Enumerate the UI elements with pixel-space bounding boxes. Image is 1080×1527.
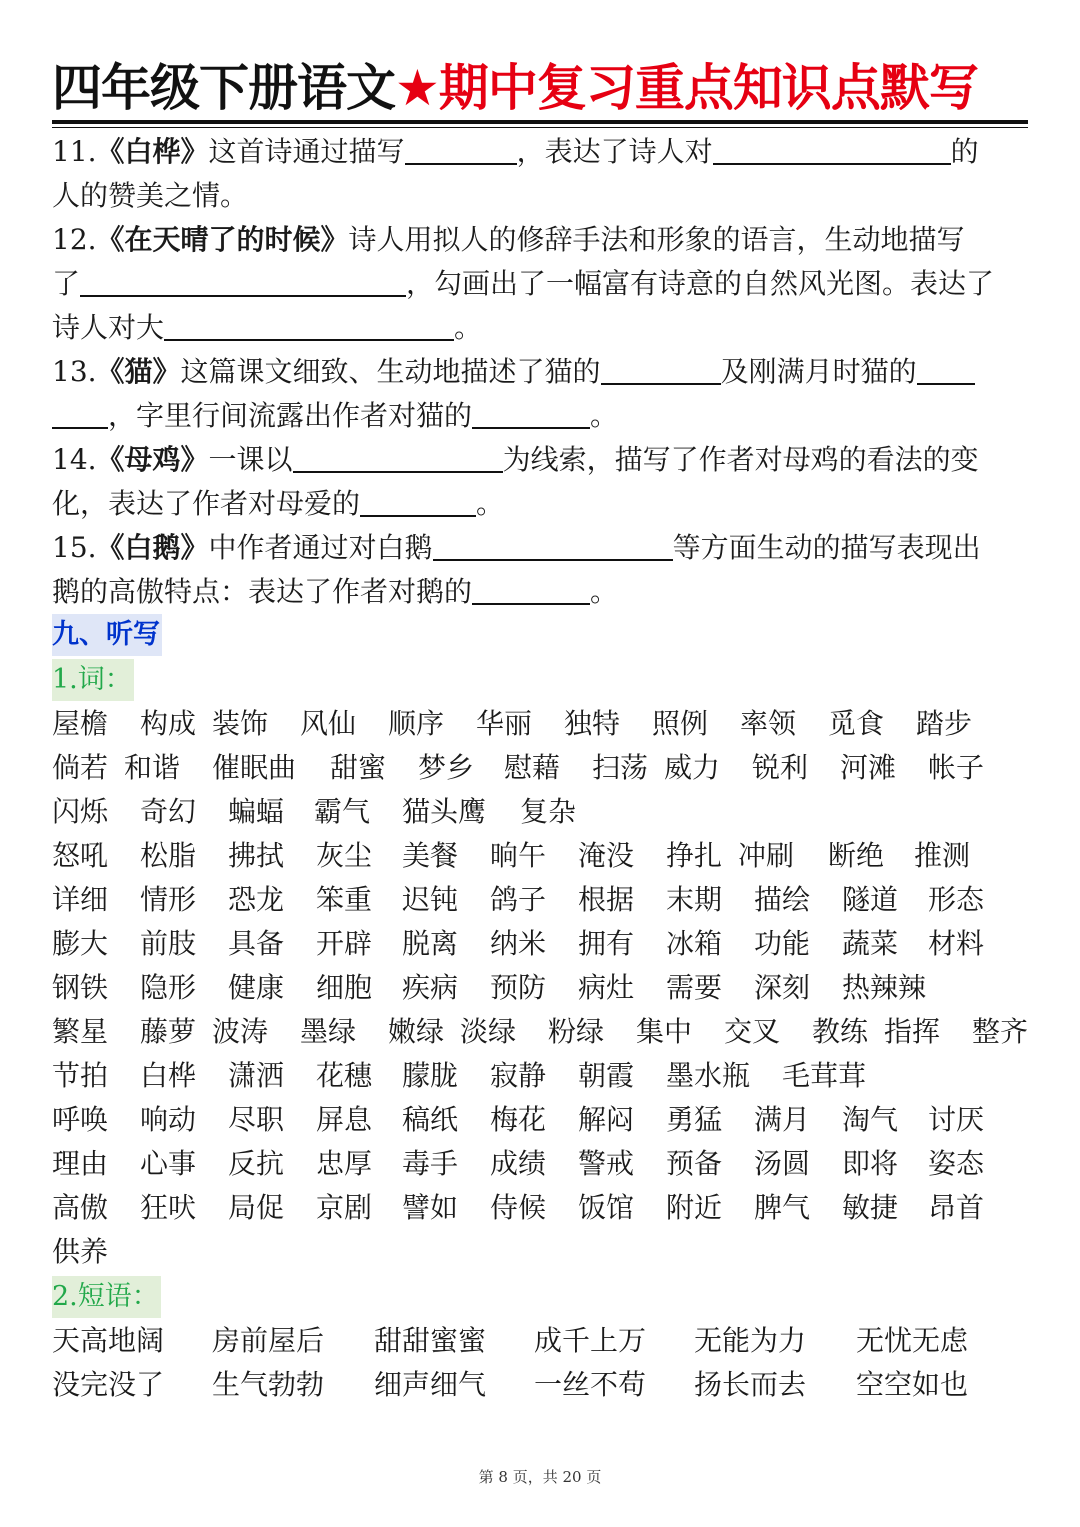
phrase: 细声细气 xyxy=(374,1368,487,1401)
word: 霸气 xyxy=(314,795,371,828)
word: 屏息 xyxy=(316,1103,373,1136)
word-row xyxy=(52,1098,1032,1142)
word: 白桦 xyxy=(140,1059,197,1092)
answer-blank[interactable] xyxy=(472,573,590,605)
word: 锐利 xyxy=(752,751,809,784)
word: 成绩 xyxy=(490,1147,547,1180)
word: 装饰 xyxy=(212,707,269,740)
word: 慰藉 xyxy=(504,751,561,784)
word-row xyxy=(52,922,1032,966)
answer-blank[interactable] xyxy=(360,485,476,517)
phrase: 扬长而去 xyxy=(694,1368,807,1401)
word: 预备 xyxy=(666,1147,723,1180)
answer-blank[interactable] xyxy=(433,529,673,561)
word: 理由 xyxy=(52,1147,109,1180)
word-row xyxy=(52,1230,1032,1274)
word: 汤圆 xyxy=(754,1147,811,1180)
word: 具备 xyxy=(228,927,285,960)
word: 指挥 xyxy=(884,1015,941,1048)
word-row xyxy=(52,1010,1032,1054)
word: 譬如 xyxy=(402,1191,459,1224)
word: 推测 xyxy=(914,839,971,872)
question-11-line-2: 人的赞美之情。 xyxy=(52,179,249,212)
word: 河滩 xyxy=(840,751,897,784)
title-main: 四年级下册语文 xyxy=(52,59,395,117)
word: 墨水瓶 xyxy=(666,1059,751,1092)
word: 墨绿 xyxy=(300,1015,357,1048)
word: 情形 xyxy=(140,883,197,916)
word: 功能 xyxy=(754,927,811,960)
answer-blank[interactable] xyxy=(472,397,590,429)
word: 隧道 xyxy=(842,883,899,916)
word: 附近 xyxy=(666,1191,723,1224)
word: 供养 xyxy=(52,1235,109,1268)
word: 美餐 xyxy=(402,839,459,872)
phrase: 空空如也 xyxy=(856,1368,969,1401)
word: 钢铁 xyxy=(52,971,109,1004)
question-11-line-1: 11.《白桦》这首诗通过描写 ，表达了诗人对 的 xyxy=(52,135,979,168)
page-title xyxy=(52,56,1028,120)
word: 警戒 xyxy=(578,1147,635,1180)
word: 淘气 xyxy=(842,1103,899,1136)
word: 繁星 xyxy=(52,1015,109,1048)
word: 冲刷 xyxy=(738,839,795,872)
word: 灰尘 xyxy=(316,839,373,872)
word: 需要 xyxy=(666,971,723,1004)
word: 蝙蝠 xyxy=(228,795,285,828)
word: 教练 xyxy=(812,1015,869,1048)
word: 蔬菜 xyxy=(842,927,899,960)
word: 深刻 xyxy=(754,971,811,1004)
answer-blank[interactable] xyxy=(713,133,951,165)
word: 拥有 xyxy=(578,927,635,960)
word: 细胞 xyxy=(316,971,373,1004)
word: 纳米 xyxy=(490,927,547,960)
word: 京剧 xyxy=(316,1191,373,1224)
word: 隐形 xyxy=(140,971,197,1004)
word: 冰箱 xyxy=(666,927,723,960)
word: 风仙 xyxy=(300,707,357,740)
question-14-line-1: 14.《母鸡》一课以 为线索，描写了作者对母鸡的看法的变 xyxy=(52,443,979,476)
word: 响动 xyxy=(140,1103,197,1136)
title-sub: 期中复习重点知识点默写 xyxy=(438,59,978,117)
answer-blank[interactable] xyxy=(917,353,975,385)
answer-blank[interactable] xyxy=(405,133,517,165)
word: 膨大 xyxy=(52,927,109,960)
word-row xyxy=(52,1142,1032,1186)
answer-blank[interactable] xyxy=(293,441,503,473)
title-rule-thick xyxy=(52,120,1028,124)
word: 侍候 xyxy=(490,1191,547,1224)
word: 预防 xyxy=(490,971,547,1004)
word: 恐龙 xyxy=(228,883,285,916)
word: 毛茸茸 xyxy=(782,1059,867,1092)
word: 淹没 xyxy=(578,839,635,872)
word: 催眠曲 xyxy=(212,751,297,784)
word: 稿纸 xyxy=(402,1103,459,1136)
question-12-line-1: 12.《在天晴了的时候》诗人用拟人的修辞手法和形象的语言，生动地描写 xyxy=(52,223,965,256)
word: 描绘 xyxy=(754,883,811,916)
subheading-words: 1.词： xyxy=(52,659,134,701)
word-row xyxy=(52,1186,1032,1230)
word: 昂首 xyxy=(928,1191,985,1224)
subheading-phrases: 2.短语： xyxy=(52,1276,161,1318)
phrase-row xyxy=(52,1363,1032,1407)
question-12-line-2: 了 ，勾画出了一幅富有诗意的自然风光图。表达了 xyxy=(52,267,995,300)
word: 率领 xyxy=(740,707,797,740)
phrase: 没完没了 xyxy=(52,1368,165,1401)
word: 粉绿 xyxy=(548,1015,605,1048)
word: 华丽 xyxy=(476,707,533,740)
word: 笨重 xyxy=(316,883,373,916)
word: 即将 xyxy=(842,1147,899,1180)
phrase-row xyxy=(52,1319,1032,1363)
word: 满月 xyxy=(754,1103,811,1136)
page-number: 第 8 页，共 20 页 xyxy=(478,1468,602,1486)
word: 踏步 xyxy=(916,707,973,740)
word: 和谐 xyxy=(124,751,181,784)
phrase: 甜甜蜜蜜 xyxy=(374,1324,487,1357)
word: 高傲 xyxy=(52,1191,109,1224)
word-row xyxy=(52,878,1032,922)
word: 松脂 xyxy=(140,839,197,872)
word: 节拍 xyxy=(52,1059,109,1092)
word: 照例 xyxy=(652,707,709,740)
word: 梅花 xyxy=(490,1103,547,1136)
question-15-line-1: 15.《白鹅》中作者通过对白鹅 等方面生动的描写表现出 xyxy=(52,531,981,564)
word: 觅食 xyxy=(828,707,885,740)
word: 热辣辣 xyxy=(842,971,927,1004)
word: 复杂 xyxy=(520,795,577,828)
word-row xyxy=(52,834,1032,878)
word: 顺序 xyxy=(388,707,445,740)
word: 姿态 xyxy=(928,1147,985,1180)
word: 甜蜜 xyxy=(330,751,387,784)
word: 怒吼 xyxy=(52,839,109,872)
word: 寂静 xyxy=(490,1059,547,1092)
word: 开辟 xyxy=(316,927,373,960)
word: 潇洒 xyxy=(228,1059,285,1092)
word-row xyxy=(52,966,1032,1010)
phrase: 房前屋后 xyxy=(212,1324,325,1357)
word: 疾病 xyxy=(402,971,459,1004)
phrase: 成千上万 xyxy=(534,1324,647,1357)
word: 敏捷 xyxy=(842,1191,899,1224)
word: 局促 xyxy=(228,1191,285,1224)
word: 波涛 xyxy=(212,1015,269,1048)
word: 拂拭 xyxy=(228,839,285,872)
word: 帐子 xyxy=(928,751,985,784)
word: 朦胧 xyxy=(402,1059,459,1092)
word: 整齐 xyxy=(972,1015,1029,1048)
phrase: 无忧无虑 xyxy=(856,1324,969,1357)
word: 集中 xyxy=(636,1015,693,1048)
word: 毒手 xyxy=(402,1147,459,1180)
word-row xyxy=(52,790,1032,834)
word: 讨厌 xyxy=(928,1103,985,1136)
word: 呼唤 xyxy=(52,1103,109,1136)
title-rule-thin xyxy=(52,127,1028,128)
phrase: 生气勃勃 xyxy=(212,1368,325,1401)
word: 解闷 xyxy=(578,1103,635,1136)
word: 前肢 xyxy=(140,927,197,960)
word: 倘若 xyxy=(52,751,109,784)
word: 材料 xyxy=(928,927,985,960)
question-12-line-3: 诗人对大 。 xyxy=(52,311,483,344)
word: 脾气 xyxy=(754,1191,811,1224)
word: 根据 xyxy=(578,883,635,916)
answer-blank[interactable] xyxy=(80,265,406,297)
word: 饭馆 xyxy=(578,1191,635,1224)
word-row xyxy=(52,746,1032,790)
question-15-line-2: 鹅的高傲特点：表达了作者对鹅的 。 xyxy=(52,575,619,608)
word: 反抗 xyxy=(228,1147,285,1180)
question-13-line-2: ，字里行间流露出作者对猫的 。 xyxy=(52,394,1032,438)
word: 忠厚 xyxy=(316,1147,373,1180)
word: 扫荡 xyxy=(592,751,649,784)
star-icon: ★ xyxy=(395,59,439,117)
phrase: 一丝不苟 xyxy=(534,1368,647,1401)
question-13-line-1: 13.《猫》这篇课文细致、生动地描述了猫的 及刚满月时猫的 xyxy=(52,350,1032,394)
word: 嫩绿 xyxy=(388,1015,445,1048)
word: 尽职 xyxy=(228,1103,285,1136)
section-heading-dictation: 九、听写 xyxy=(52,614,162,656)
word: 独特 xyxy=(564,707,621,740)
word: 勇猛 xyxy=(666,1103,723,1136)
word: 梦乡 xyxy=(418,751,475,784)
phrase: 无能为力 xyxy=(694,1324,807,1357)
word: 健康 xyxy=(228,971,285,1004)
word-row xyxy=(52,1054,1032,1098)
answer-blank[interactable] xyxy=(164,309,454,341)
word: 详细 xyxy=(52,883,109,916)
word: 朝霞 xyxy=(578,1059,635,1092)
question-14-line-2: 化，表达了作者对母爱的 。 xyxy=(52,487,505,520)
word: 藤萝 xyxy=(140,1015,197,1048)
word: 屋檐 xyxy=(52,707,109,740)
word: 迟钝 xyxy=(402,883,459,916)
word: 形态 xyxy=(928,883,985,916)
word: 威力 xyxy=(664,751,721,784)
word: 构成 xyxy=(140,707,197,740)
answer-blank[interactable] xyxy=(601,353,721,385)
phrase: 天高地阔 xyxy=(52,1324,165,1357)
word: 断绝 xyxy=(828,839,885,872)
word: 闪烁 xyxy=(52,795,109,828)
word: 奇幻 xyxy=(140,795,197,828)
word: 交叉 xyxy=(724,1015,781,1048)
word: 鸽子 xyxy=(490,883,547,916)
word: 末期 xyxy=(666,883,723,916)
word: 淡绿 xyxy=(460,1015,517,1048)
word: 猫头鹰 xyxy=(402,795,487,828)
answer-blank[interactable] xyxy=(52,397,108,429)
word: 花穗 xyxy=(316,1059,373,1092)
word: 病灶 xyxy=(578,971,635,1004)
word: 晌午 xyxy=(490,839,547,872)
word: 狂吠 xyxy=(140,1191,197,1224)
word: 心事 xyxy=(140,1147,197,1180)
word: 挣扎 xyxy=(666,839,723,872)
word: 脱离 xyxy=(402,927,459,960)
word-row xyxy=(52,702,1032,746)
